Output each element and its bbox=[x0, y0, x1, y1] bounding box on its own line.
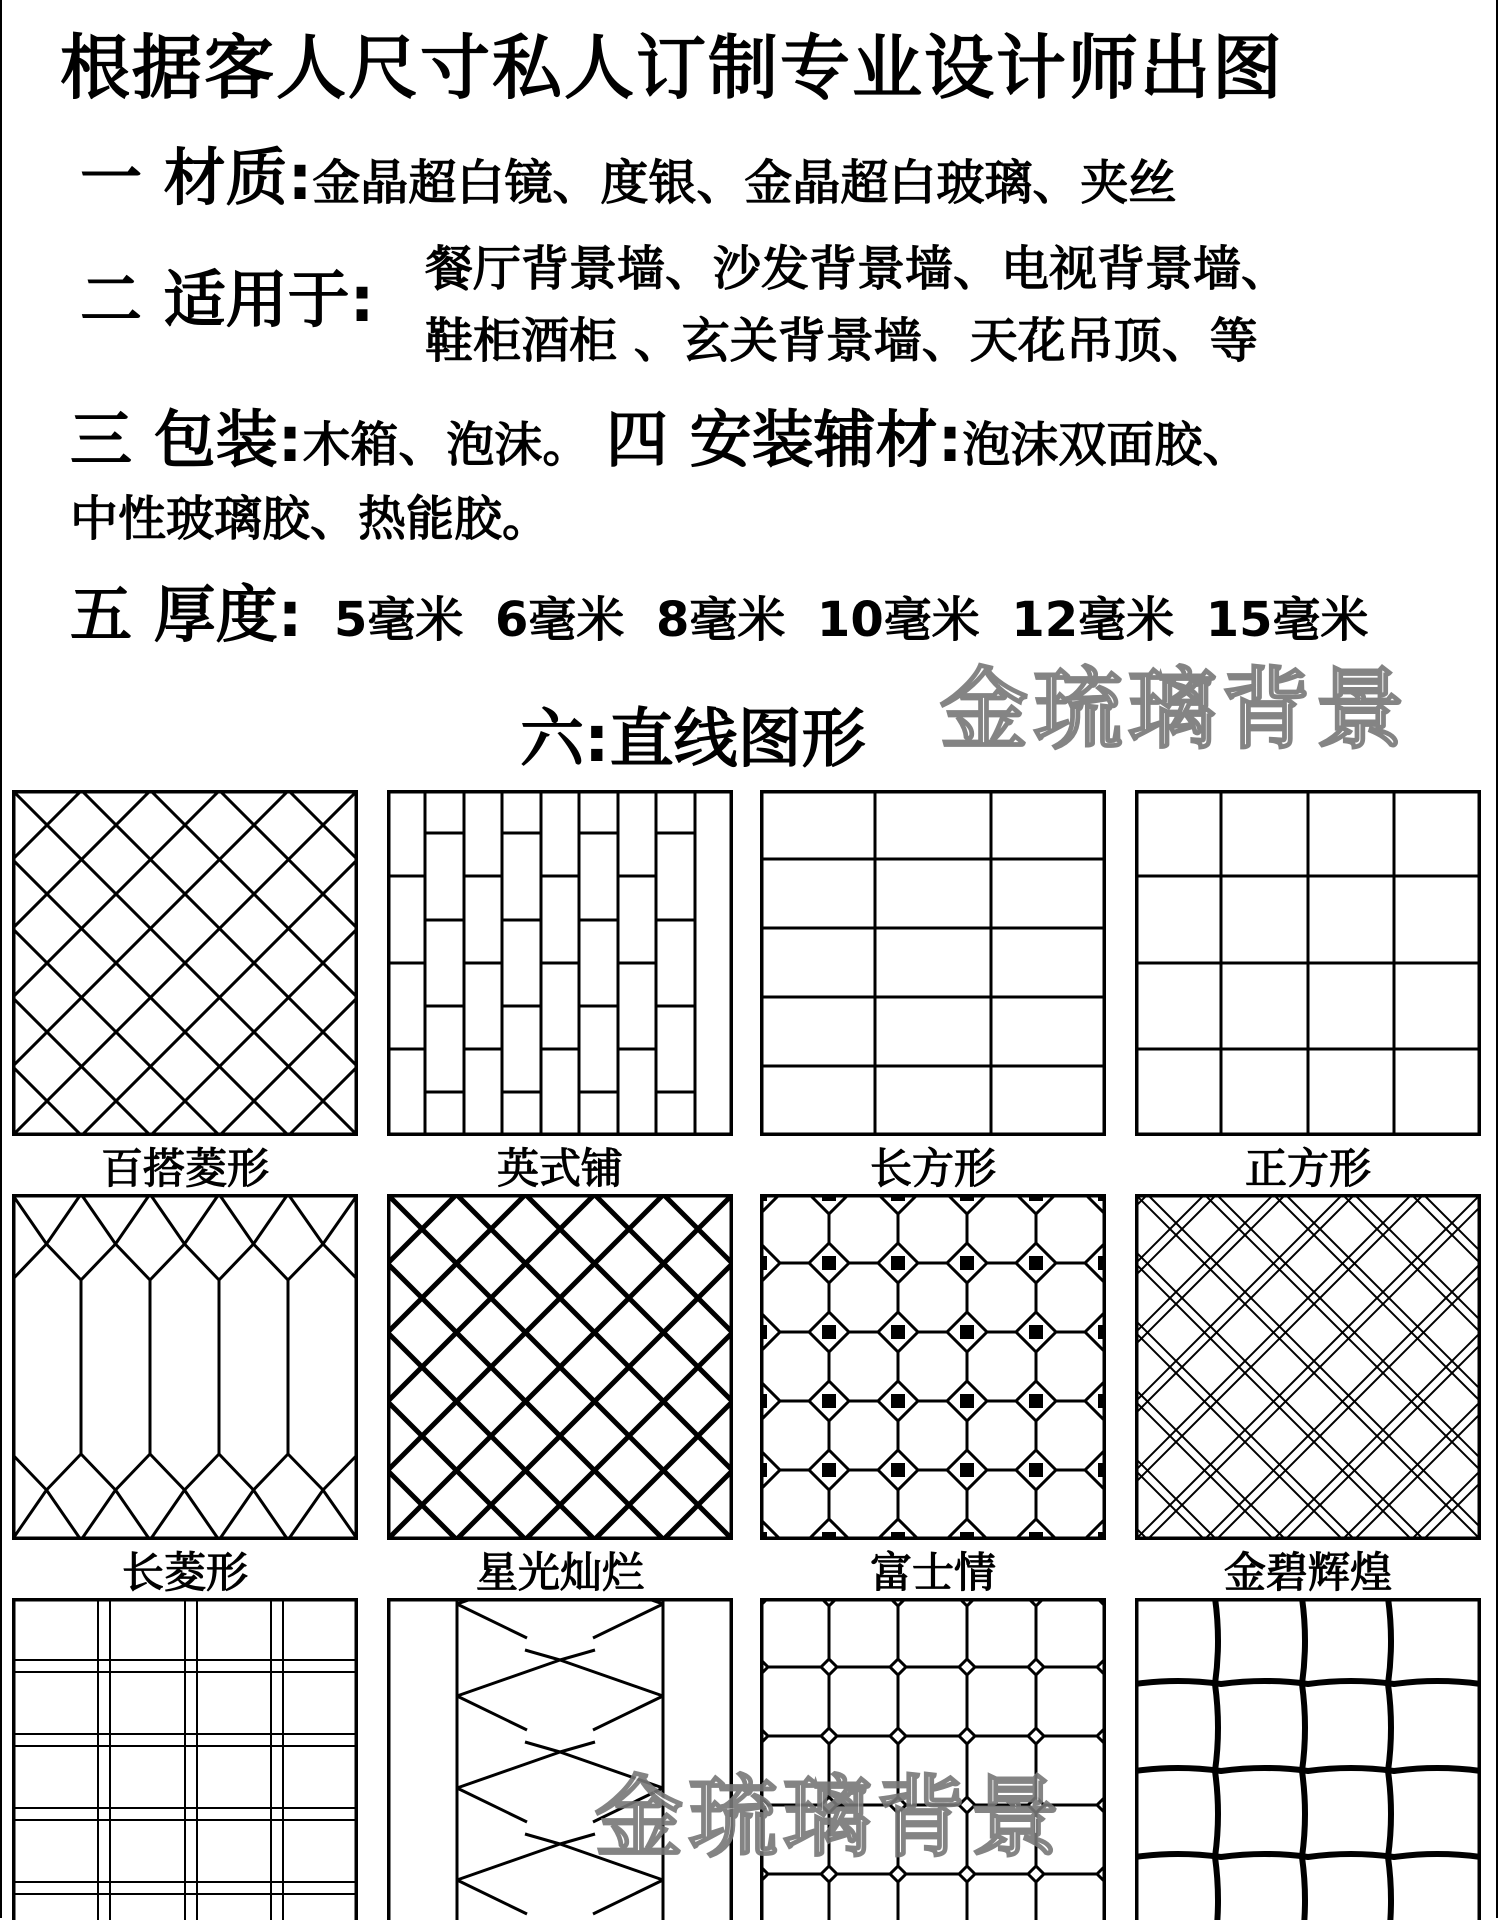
thickness-option: 5毫米 bbox=[333, 592, 464, 648]
pattern-panel bbox=[387, 1194, 733, 1540]
pattern-caption: 星光灿烂 bbox=[475, 1548, 644, 1597]
usage-block bbox=[80, 230, 1480, 370]
pattern-caption: 长方形 bbox=[869, 1144, 996, 1193]
starlight-icon bbox=[387, 1194, 733, 1540]
curved-grid-icon bbox=[1135, 1598, 1481, 1920]
thickness-label: 五 厚度: bbox=[70, 578, 303, 651]
octagon-dot-icon bbox=[760, 1194, 1106, 1540]
thickness-option: 10毫米 bbox=[816, 592, 980, 648]
thickness-option: 15毫米 bbox=[1205, 592, 1369, 648]
usage-label: 二 适用于: bbox=[80, 263, 375, 336]
usage-line-2: 鞋柜酒柜 、玄关背景墙、天花吊顶、等 bbox=[425, 313, 1258, 369]
material-line bbox=[80, 128, 1176, 217]
patterns-heading: 六:直线图形 bbox=[520, 703, 866, 777]
pattern-caption: 富士情 bbox=[869, 1548, 996, 1597]
page-title: 根据客人尺寸私人订制专业设计师出图 bbox=[60, 27, 1284, 109]
rectangle-grid-icon bbox=[760, 790, 1106, 1136]
pattern-panel bbox=[1135, 1194, 1481, 1540]
pattern-caption: 金碧辉煌 bbox=[1223, 1548, 1392, 1597]
english-bond-icon bbox=[387, 790, 733, 1136]
pattern-caption: 正方形 bbox=[1244, 1144, 1371, 1193]
square-grid-icon bbox=[1135, 790, 1481, 1136]
packaging-line bbox=[70, 390, 1250, 479]
material-label: 一 材质: bbox=[80, 141, 313, 214]
install-value-2: 中性玻璃胶、热能胶。 bbox=[70, 491, 551, 547]
pattern-panel bbox=[1135, 1598, 1481, 1920]
install-label: 四 安装辅材: bbox=[605, 403, 963, 476]
pattern-panel bbox=[12, 1598, 358, 1920]
double-diagonal-icon bbox=[1135, 1194, 1481, 1540]
watermark-bottom: 金琉璃背景 bbox=[595, 1766, 1066, 1869]
thickness-option: 12毫米 bbox=[1011, 592, 1175, 648]
pattern-panel bbox=[760, 790, 1106, 1136]
pattern-panel bbox=[387, 790, 733, 1136]
watermark-top: 金琉璃背景 bbox=[940, 658, 1411, 761]
install-value: 泡沫双面胶、 bbox=[962, 417, 1251, 473]
pattern-caption: 百搭菱形 bbox=[100, 1144, 269, 1193]
thickness-option: 8毫米 bbox=[655, 592, 786, 648]
pattern-panel bbox=[1135, 790, 1481, 1136]
thickness-option: 6毫米 bbox=[494, 592, 625, 648]
usage-line-1: 餐厅背景墙、沙发背景墙、电视背景墙、 bbox=[425, 241, 1290, 297]
material-value: 金晶超白镜、度银、金晶超白玻璃、夹丝 bbox=[312, 155, 1177, 211]
packaging-label: 三 包装: bbox=[70, 403, 303, 476]
packaging-value: 木箱、泡沫。 bbox=[302, 417, 591, 473]
pattern-caption: 英式铺 bbox=[496, 1144, 623, 1193]
pattern-panel bbox=[760, 1194, 1106, 1540]
pattern-caption: 长菱形 bbox=[121, 1548, 248, 1597]
pattern-panel bbox=[12, 1194, 358, 1540]
long-diamond-icon bbox=[12, 1194, 358, 1540]
diamond-lattice-icon bbox=[12, 790, 358, 1136]
pattern-panel bbox=[12, 790, 358, 1136]
plaid-grid-icon bbox=[12, 1598, 358, 1920]
